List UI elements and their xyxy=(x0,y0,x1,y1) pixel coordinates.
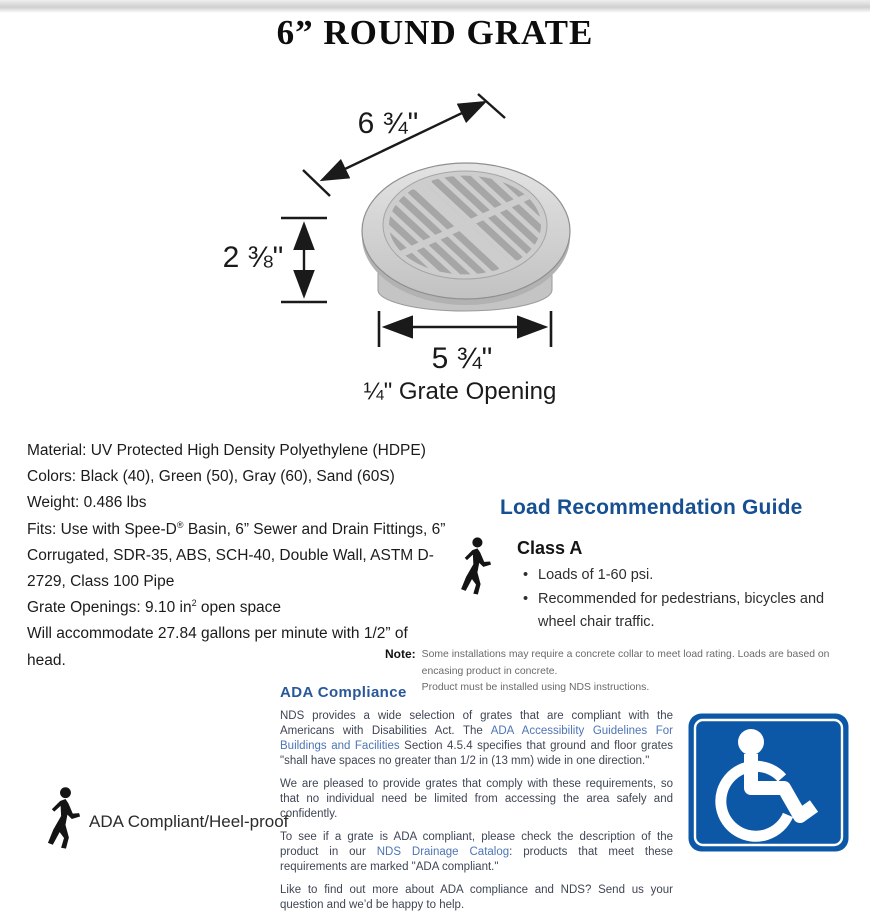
dim-label-width: 5 ¾" xyxy=(431,342,493,375)
load-guide-title: Load Recommendation Guide xyxy=(500,496,803,519)
dim-label-height: 2 ⅜" xyxy=(222,241,284,274)
ada-paragraph-2: We are pleased to provide grates that comply with these requirements, so that no individual need be limited from accessing the area safely and confidently. xyxy=(280,778,673,820)
spec-flow-line1: Will accommodate 27.84 gallons per minute with 1/2” of xyxy=(27,625,408,643)
page-title: 6” ROUND GRATE xyxy=(276,13,594,52)
spec-fits-line1: Fits: Use with Spee-D® Basin, 6” Sewer and Drain Fittings, 6” xyxy=(27,519,446,538)
spec-flow-line2: head. xyxy=(27,651,66,669)
spec-grate-openings: Grate Openings: 9.10 $in^2$ open space xyxy=(27,597,282,617)
grate-technical-drawing xyxy=(215,85,620,417)
ada-compliance-section xyxy=(280,684,673,921)
spec-material: Material: UV Protected High Density Polyethylene (HDPE) xyxy=(27,442,426,459)
dim-label-diameter: 6 ¾" xyxy=(357,107,419,140)
spec-fits-line3: 2729, Class 100 Pipe xyxy=(27,572,175,590)
bullet-loads: • Loads of 1-60 psi. xyxy=(521,564,857,587)
ada-compliant-label: ADA Compliant/Heel-proof xyxy=(89,812,289,831)
top-gradient-bar xyxy=(0,0,870,13)
spec-colors: Colors: Black (40), Green (50), Gray (60), Sand (60S) xyxy=(27,468,395,486)
class-a-heading: Class A xyxy=(517,538,583,558)
ada-paragraph-3: To see if a grate is ADA compliant, please check the description of the product in our NDS Drainage Catalog: products that meet these requirements are marked "ADA compliant." xyxy=(280,831,674,873)
ada-paragraph-1: NDS provides a wide selection of grates that are compliant with the Americans with Disabilities Act. The ADA Accessibility Guidelines For Buildings and Facilities Section 4.5.4 specifies that ground and floor grates "shall have spaces no greater than 1/2 in (13 mm) wide in one direction." xyxy=(280,710,674,767)
spec-weight: Weight: 0.486 lbs xyxy=(27,494,147,512)
registered-mark: ® xyxy=(176,519,184,530)
grate-illustration xyxy=(354,153,577,311)
nds-drainage-catalog-link[interactable]: NDS Drainage Catalog xyxy=(376,846,510,858)
squared-mark: 2 xyxy=(191,597,197,608)
grate-opening-caption: ¼" Grate Opening xyxy=(363,378,557,405)
wheelchair-icon xyxy=(687,712,850,853)
ada-paragraph-4: Like to find out more about ADA compliance and NDS? Send us your question and we’d be happy to help. xyxy=(280,884,673,911)
note-text: Some installations may require a concrete collar to meet load rating. Loads are based on encasing product in concrete. Product must be installed using NDS instructions. xyxy=(421,649,830,693)
spec-fits-line2: Corrugated, SDR-35, ABS, SCH-40, Double Wall, ASTM D- xyxy=(27,546,434,564)
bullet-recommended: • Recommended for pedestrians, bicycles and wheel chair traffic. xyxy=(521,588,857,634)
pedestrian-icon xyxy=(46,786,83,850)
ada-guidelines-link[interactable]: ADA Accessibility Guidelines For Buildings and Facilities xyxy=(280,725,673,752)
pedestrian-icon xyxy=(458,537,495,595)
class-a-bullets xyxy=(521,564,857,635)
product-specifications xyxy=(27,438,497,674)
note-label: Note: xyxy=(385,647,416,661)
dimension-height xyxy=(281,218,327,302)
ada-compliance-heading: ADA Compliance xyxy=(280,684,407,701)
